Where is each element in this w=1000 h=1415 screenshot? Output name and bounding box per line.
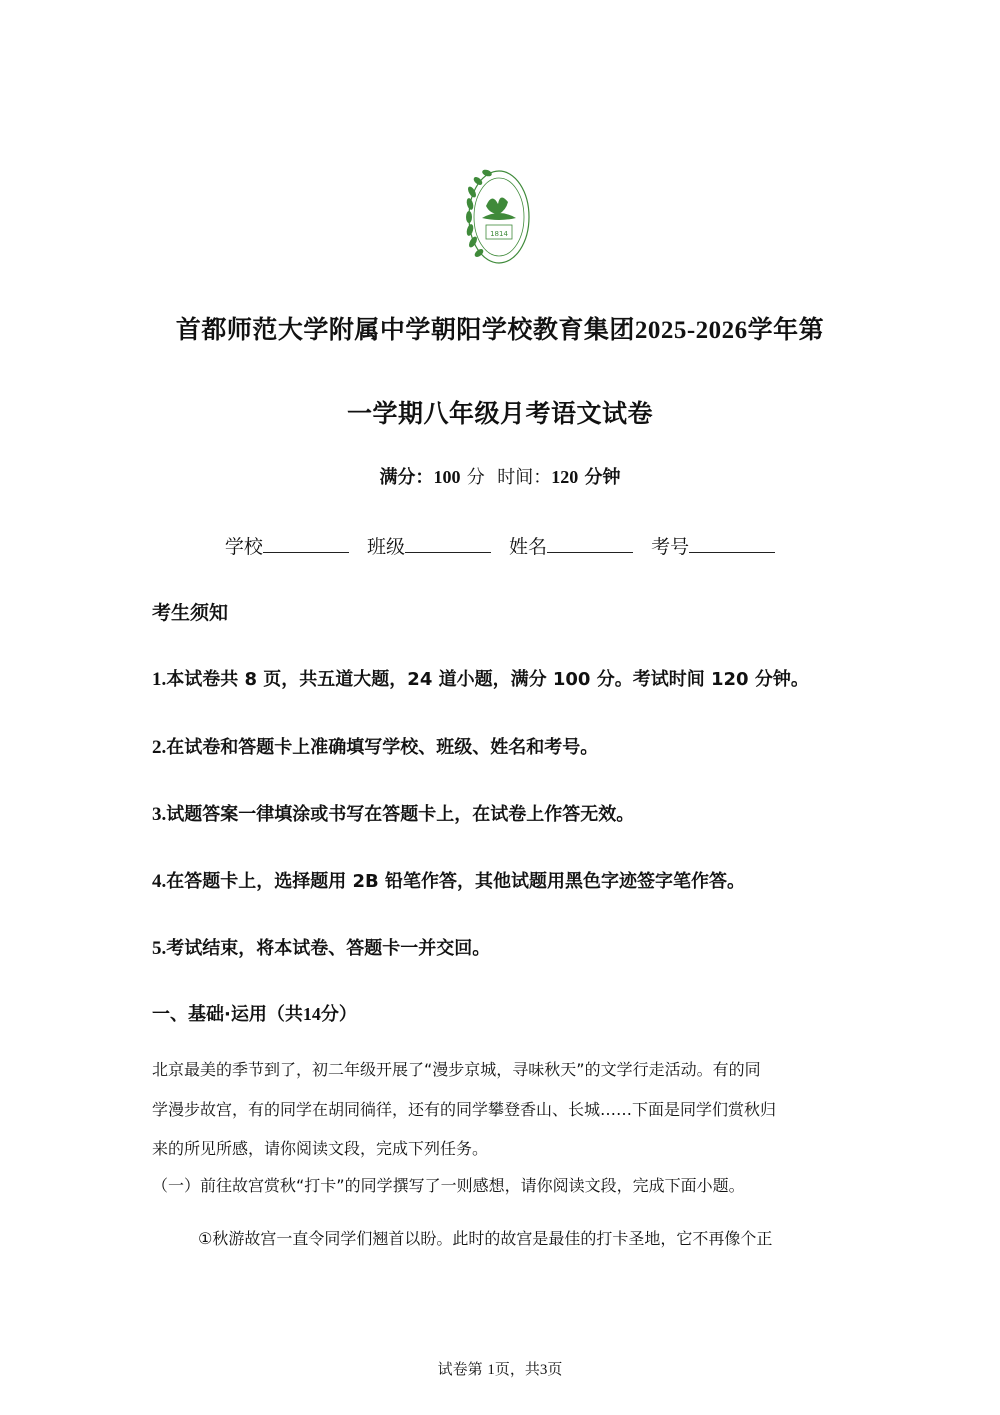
section-score: 14 xyxy=(302,1004,321,1024)
title-term-prefix: 学年第 xyxy=(747,315,825,344)
rule-text: 本试卷共 8 页，共五道大题，24 道小题，满分 100 分。考试时间 120 分钟。 xyxy=(166,669,809,690)
time-label: 时间： xyxy=(497,467,552,488)
notice-rule-5 xyxy=(152,934,490,960)
class-field-blank[interactable] xyxy=(405,534,491,553)
emblem-year: 1814 xyxy=(490,230,508,238)
intro-line-1: 北京最美的季节到了，初二年级开展了“漫步京城，寻味秋天”的文学行走活动。有的同 xyxy=(152,1060,761,1079)
section-heading-text: 一、基础·运用（共 xyxy=(152,1004,303,1025)
rule-text: 在试卷和答题卡上准确填写学校、班级、姓名和考号。 xyxy=(166,737,599,758)
intro-line-3: 来的所见所感，请你阅读文段，完成下列任务。 xyxy=(152,1139,489,1158)
passage-line-1: ①秋游故宫一直令同学们翘首以盼。此时的故宫是最佳的打卡圣地，它不再像个正 xyxy=(198,1229,773,1248)
number-field-blank[interactable] xyxy=(689,534,775,553)
notice-rule-1 xyxy=(152,665,809,691)
exam-meta xyxy=(200,463,800,489)
footer-middle: 页，共 xyxy=(494,1360,540,1378)
school-field-blank[interactable] xyxy=(263,534,349,553)
score-value: 100 xyxy=(433,467,461,487)
name-field-blank[interactable] xyxy=(547,534,633,553)
rule-number: 3. xyxy=(152,804,167,825)
rule-number: 2. xyxy=(152,737,167,758)
section-heading xyxy=(152,1000,357,1026)
time-value: 120 xyxy=(551,467,579,487)
exam-title-line2: 一学期八年级月考语文试卷 xyxy=(346,399,653,428)
rule-text: 考试结束，将本试卷、答题卡一并交回。 xyxy=(166,938,491,959)
rule-number: 5. xyxy=(152,938,167,959)
rule-text: 试题答案一律填涂或书写在答题卡上，在试卷上作答无效。 xyxy=(166,804,635,825)
section-heading-suffix: 分） xyxy=(320,1004,357,1025)
footer-suffix: 页 xyxy=(547,1360,563,1378)
school-emblem-logo xyxy=(462,162,536,272)
footer-page-number: 1 xyxy=(487,1362,495,1378)
notice-heading: 考生须知 xyxy=(152,602,229,624)
intro-line-2: 学漫步故宫，有的同学在胡同徜徉，还有的同学攀登香山、长城……下面是同学们赏秋归 xyxy=(152,1100,777,1119)
name-field-label: 姓名 xyxy=(509,536,548,558)
exam-title-line1 xyxy=(120,310,880,346)
rule-number: 1. xyxy=(152,669,167,690)
score-unit: 分 xyxy=(466,467,485,488)
footer-total-pages: 3 xyxy=(539,1362,548,1378)
title-school-year: 2025-2026 xyxy=(634,317,748,344)
rule-number: 4. xyxy=(152,871,167,892)
time-unit: 分钟 xyxy=(584,467,621,488)
notice-rule-3 xyxy=(152,800,634,826)
class-field-label: 班级 xyxy=(366,536,405,558)
number-field-label: 考号 xyxy=(651,536,690,558)
student-info-fields xyxy=(150,532,850,559)
sub-question-heading: （一）前往故宫赏秋“打卡”的同学撰写了一则感想，请你阅读文段，完成下面小题。 xyxy=(152,1176,745,1195)
rule-text: 在答题卡上，选择题用 2B 铅笔作答，其他试题用黑色字迹签字笔作答。 xyxy=(166,871,746,892)
page-footer xyxy=(300,1358,700,1379)
school-field-label: 学校 xyxy=(224,536,263,558)
score-label: 满分： xyxy=(379,467,434,488)
notice-rule-2 xyxy=(152,733,598,759)
title-school-name: 首都师范大学附属中学朝阳学校教育集团 xyxy=(175,315,635,344)
notice-rule-4 xyxy=(152,867,745,893)
footer-prefix: 试卷第 xyxy=(437,1360,483,1378)
